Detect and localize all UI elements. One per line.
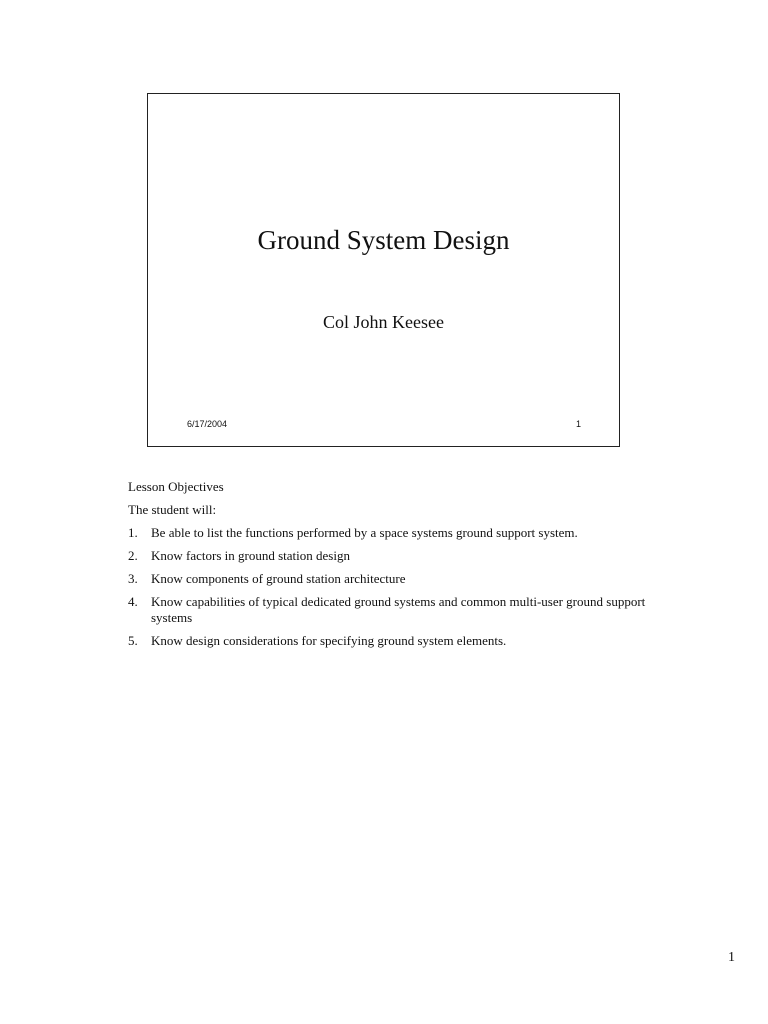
objective-number: 2. <box>128 548 138 563</box>
page-number: 1 <box>728 950 735 965</box>
objective-number: 4. <box>128 594 138 609</box>
objective-number: 1. <box>128 525 138 540</box>
list-item <box>128 594 648 626</box>
slide-date: 6/17/2004 <box>187 419 228 429</box>
objective-text: Know capabilities of typical dedicated ground systems and common multi-user ground support systems <box>151 594 646 625</box>
slide-thumbnail <box>147 93 620 447</box>
slide-number: 1 <box>575 419 581 429</box>
list-item <box>128 548 648 564</box>
slide-subtitle: Col John Keesee <box>323 312 444 332</box>
objective-text: Know components of ground station architecture <box>151 571 406 586</box>
list-item <box>128 525 648 541</box>
objectives-list <box>128 525 648 649</box>
notes-intro: The student will: <box>128 502 217 517</box>
objective-text: Know factors in ground station design <box>151 548 350 563</box>
objective-number: 5. <box>128 633 138 648</box>
list-item <box>128 633 648 649</box>
list-item <box>128 571 648 587</box>
objective-number: 3. <box>128 571 138 586</box>
speaker-notes <box>128 479 648 656</box>
notes-heading: Lesson Objectives <box>128 479 224 494</box>
objective-text: Know design considerations for specifying ground system elements. <box>151 633 507 648</box>
objective-text: Be able to list the functions performed by a space systems ground support system. <box>151 525 578 540</box>
slide-title: Ground System Design <box>257 225 510 255</box>
